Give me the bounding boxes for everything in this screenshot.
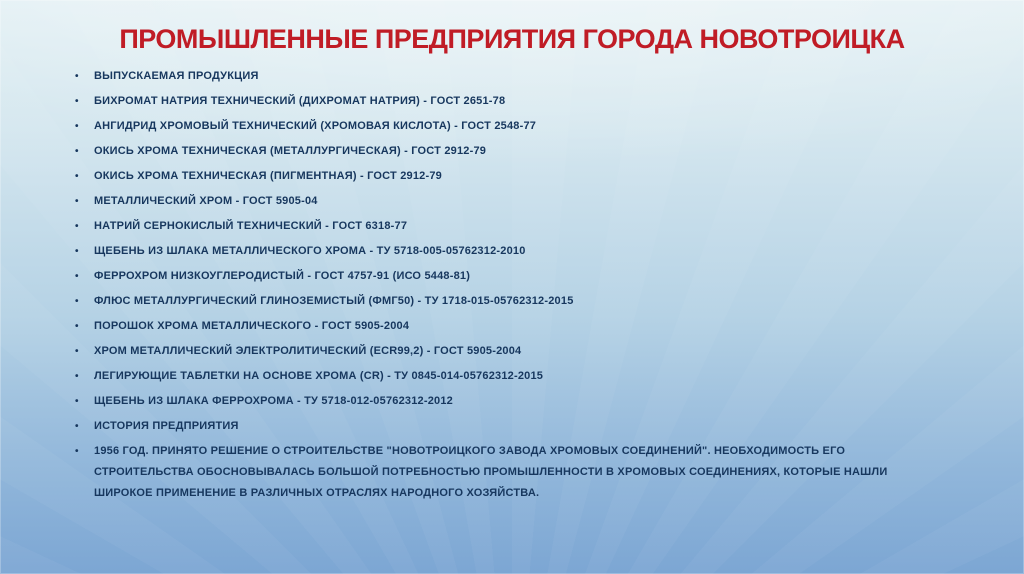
list-item	[75, 270, 903, 283]
bullet-list	[75, 70, 903, 504]
list-item	[75, 295, 903, 308]
list-item	[75, 420, 903, 433]
list-item	[75, 95, 903, 108]
list-item	[75, 245, 903, 258]
list-item-text: ЛЕГИРУЮЩИЕ ТАБЛЕТКИ НА ОСНОВЕ ХРОМА (CR) - ТУ 0845-014-05762312-2015	[94, 370, 544, 382]
bullet-icon: •	[75, 196, 79, 207]
list-item	[75, 195, 903, 208]
list-item-text: ОКИСЬ ХРОМА ТЕХНИЧЕСКАЯ (МЕТАЛЛУРГИЧЕСКАЯ) - ГОСТ 2912-79	[94, 145, 487, 157]
list-item-text: АНГИДРИД ХРОМОВЫЙ ТЕХНИЧЕСКИЙ (ХРОМОВАЯ КИСЛОТА) - ГОСТ 2548-77	[94, 120, 537, 132]
bullet-icon: •	[75, 71, 79, 82]
list-item-text: ФЕРРОХРОМ НИЗКОУГЛЕРОДИСТЫЙ - ГОСТ 4757-91 (ИСО 5448-81)	[94, 270, 471, 282]
page-title: ПРОМЫШЛЕННЫЕ ПРЕДПРИЯТИЯ ГОРОДА НОВОТРОИЦКА	[119, 24, 905, 54]
list-item-text: ОКИСЬ ХРОМА ТЕХНИЧЕСКАЯ (ПИГМЕНТНАЯ) - ГОСТ 2912-79	[94, 170, 442, 182]
list-item	[75, 120, 903, 133]
bullet-icon: •	[75, 146, 79, 157]
bullet-icon: •	[75, 271, 79, 282]
list-item-text: ЩЕБЕНЬ ИЗ ШЛАКА МЕТАЛЛИЧЕСКОГО ХРОМА - ТУ 5718-005-05762312-2010	[94, 245, 526, 257]
bullet-icon: •	[75, 246, 79, 257]
bullet-icon: •	[75, 346, 79, 357]
bullet-icon: •	[75, 171, 79, 182]
list-item	[75, 395, 903, 408]
list-item-text: ВЫПУСКАЕМАЯ ПРОДУКЦИЯ	[94, 70, 259, 82]
list-item	[75, 320, 903, 333]
bullet-icon: •	[75, 96, 79, 107]
list-item-text: ПОРОШОК ХРОМА МЕТАЛЛИЧЕСКОГО - ГОСТ 5905-2004	[94, 320, 410, 332]
list-item	[75, 170, 903, 183]
list-item-text: ХРОМ МЕТАЛЛИЧЕСКИЙ ЭЛЕКТРОЛИТИЧЕСКИЙ (ECR99,2) - ГОСТ 5905-2004	[94, 345, 522, 357]
list-item-text: БИХРОМАТ НАТРИЯ ТЕХНИЧЕСКИЙ (ДИХРОМАТ НАТРИЯ) - ГОСТ 2651-78	[94, 95, 506, 107]
bullet-icon: •	[75, 371, 79, 382]
list-item-text: 1956 ГОД. ПРИНЯТО РЕШЕНИЕ О СТРОИТЕЛЬСТВЕ "НОВОТРОИЦКОГО ЗАВОДА ХРОМОВЫХ СОЕДИНЕНИЙ". НЕОБХОДИМОСТЬ ЕГО СТРОИТЕЛЬСТВА ОБОСНОВЫВАЛАСЬ БОЛЬШОЙ ПОТРЕБНОСТЬЮ ПРОМЫШЛЕННОСТИ В ХРОМОВЫХ СОЕДИНЕНИЯХ, КОТОРЫЕ НАШЛИ ШИРОКОЕ ПРИМЕНЕНИЕ В РАЗЛИЧНЫХ ОТРАСЛЯХ НАРОДНОГО ХОЗЯЙСТВА.	[94, 445, 888, 499]
bullet-icon: •	[75, 121, 79, 132]
list-item-text: ЩЕБЕНЬ ИЗ ШЛАКА ФЕРРОХРОМА - ТУ 5718-012-05762312-2012	[94, 395, 453, 407]
list-item-text: ФЛЮС МЕТАЛЛУРГИЧЕСКИЙ ГЛИНОЗЕМИСТЫЙ (ФМГ50) - ТУ 1718-015-05762312-2015	[94, 295, 574, 307]
list-item-text: МЕТАЛЛИЧЕСКИЙ ХРОМ - ГОСТ 5905-04	[94, 195, 318, 207]
bullet-icon: •	[75, 321, 79, 332]
list-item	[75, 441, 903, 504]
bullet-icon: •	[75, 221, 79, 232]
list-item-text: ИСТОРИЯ ПРЕДПРИЯТИЯ	[94, 420, 239, 432]
bullet-icon: •	[75, 396, 79, 407]
bullet-icon: •	[75, 421, 79, 432]
bullet-icon: •	[75, 296, 79, 307]
list-item	[75, 70, 903, 83]
list-item	[75, 220, 903, 233]
list-item	[75, 145, 903, 158]
list-item	[75, 370, 903, 383]
list-item	[75, 345, 903, 358]
list-item-text: НАТРИЙ СЕРНОКИСЛЫЙ ТЕХНИЧЕСКИЙ - ГОСТ 6318-77	[94, 220, 408, 232]
bullet-icon: •	[75, 446, 79, 457]
